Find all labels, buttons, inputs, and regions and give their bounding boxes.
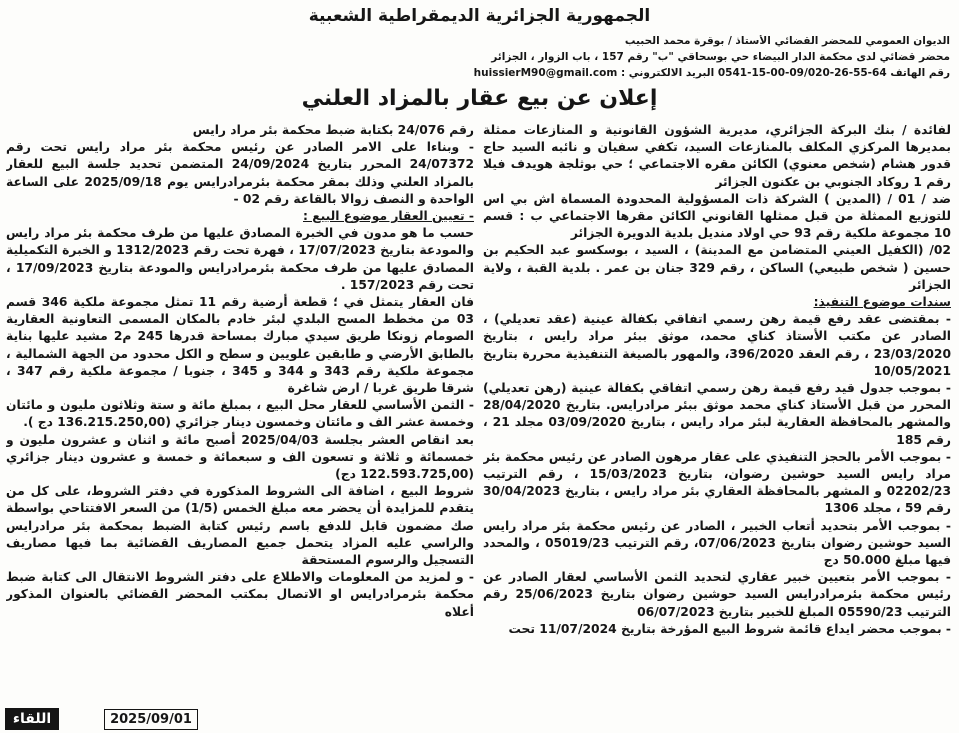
guarantor-paragraph: 02/ (الكفيل العيني المتضامن مع المدينة) ، السيد ، بوسكسو عبد الحكيم بن حسين ( شخص طبيعي) الساكن ، رقم 329 جنان بن عمر . بلدية القبة ، ولاية الجزائر [483,243,951,292]
newspaper-brand: اللقاء [5,708,59,730]
phone-label: رقم الهاتف [890,67,950,79]
more-info-paragraph: - و لمزيد من المعلومات والاطلاع على دفتر الشروط الانتقال الى كتابة ضبط محكمة بئرمرادرايس او الاتصال بمكتب المحضر القضائي بالعنوان المذكور أعلاه [6,570,474,619]
list-item: حسب ما هو مدون في الخبرة المصادق عليها من طرف محكمة بئر مراد رايس والمودعة بتاريخ 17/07/2023 ، فهرة تحت رقم 1312/2023 و الخبرة التكميلية المصادق عليها من طرف محكمة بئرمرادرايس والمودعة بتاريخ 17/09/2023 ، تحت رقم 157/2023 . [6,226,474,292]
bailiff-address: محضر قضائي لدى محكمة الدار البيضاء حي بوسحاقي "ب" رقم 157 ، باب الزوار ، الجزائر [491,51,950,63]
email-address: huissierM90@gmail.com [473,67,618,79]
list-item: - بموجب جدول قيد رفع قيمة رهن رسمي اتفاقي بكفالة عينية (رهن تعديلي) المحرر من قبل الأستاذ كناي محمد موثق ببئر مرادرايس. بتاريخ 28/04/2020 والمشهر بالمحافظة العقارية لبئر مراد رايس ، بتاريخ 03/09/2020 مجلد 21 ، رقم 185 [483,381,951,447]
list-item: - بموجب محضر ايداع قائمة شروط البيع المؤرخة بتاريخ 11/07/2024 تحت [508,621,951,636]
enforcement-titles-heading: سندات موضوع التنفيذ: [813,295,951,310]
sale-conditions-paragraph: شروط البيع ، اضافة الى الشروط المذكورة في دفتر الشروط، على كل من يتقدم للمزايدة أن يحضر معه مبلغ الخمس (1/5) من السعر الافتتاحي بواسطة صك مضمون قابل للدفع باسم رئيس كتابة الضبط بمحكمة بئر مرادرايس والراسي عليه المزاد يتحمل جميع المصاريف القضائية بما فيها مصاريف التسجيل والرسوم المستحقة [6,484,474,568]
list-item: رقم 24/076 بكتابة ضبط محكمة بئر مراد رايس [192,123,474,137]
property-heading: - تعيين العقار موضوع البيع : [303,209,474,224]
list-item: - وبناءا على الامر الصادر عن رئيس محكمة بئر مراد رايس تحت رقم 24/07372 المحرر بتاريخ 24/09/2024 المتضمن تحديد جلسة البيع للعقار بالمزاد العلني وذلك بمقر محكمة بئرمرادرايس يوم 2025/09/18 على الساعة الواحدة و النصف زوالا بالقاعة رقم 02 - [6,140,474,206]
list-item: - بموجب الأمر بالحجز التنفيذي على عقار مرهون الصادر عن رئيس محكمة بئر مراد رايس السيد حوشين رضوان، بتاريخ 15/03/2023 ، رقم الترتيب 02202/23 و المشهر بالمحافظة العقاري بئر مراد رايس ، بتاريخ 30/04/2023 رقم 59 ، مجلد 1306 [483,449,951,516]
base-price-paragraph: - الثمن الأساسي للعقار محل البيع ، بمبلغ مائة و ستة وثلاثون مليون و مائتان وخمسة عشر الف و مائتان وخمسون دينار جزائري (136.215.250,00 دج ). [6,398,474,430]
debtor-paragraph: ضد / 01 / (المدين ) الشركة ذات المسؤولية المحدودة المسماة اش بي اس للتوزيع الممثلة من قبل ممثلها القانوني الكائن مقرها الاجتماعي ب : قسم 10 مجموعة ملكية رقم 93 حي اولاد منديل بلدية الدويرة الجزائر [483,191,951,241]
notice-title: إعلان عن بيع عقار بالمزاد العلني [301,86,658,111]
republic-heading: الجمهورية الجزائرية الديمقراطية الشعبية [308,6,651,26]
publication-date: 2025/09/01 [104,709,198,730]
email-label: البريد الالكتروني : [620,67,715,79]
contact-line [190,67,950,79]
list-item: - بموجب الأمر بتعيين خبير عقاري لتحديد الثمن الأساسي لعقار الصادر عن رئيس محكمة بئرمرادرايس السيد حوشين رضوان بتاريخ 25/06/2023 رقم الترتيب 05590/23 المبلغ للخبير بتاريخ 06/07/2023 [483,570,951,619]
left-column [6,122,474,706]
beneficiary-paragraph: لفائدة / بنك البركة الجزائري، مديرية الشؤون القانونية و المنازعات ممثلة بمديرها المركزي المكلف بالمنازعات السيد، تكفي سفيان و نائبه السيد حاج قدور هشام (شخص معنوي) الكائن مقره الاجتماعي ؛ حي بوثلجة هويدف فيلا رقم 1 روكاد الجنوبي بن عكنون الجزائر [483,123,951,189]
property-description: فان العقار يتمثل في ؛ قطعة أرضية رقم 11 تمثل مجموعة ملكية 346 قسم 03 من مخطط المسح البلدي لبئر خادم بالمكان المسمى التعاونية العقارية الصومام زونكا طريق سيدي مبارك بمساحة قدرها 245 م2 مشيد عليها بناية بالطابق الأرضي و طابقين علويين و سطح و الكل محدود من الجهة الشمالية ، مجموعة ملكية رقم 343 و 344 و 345 ، جنوبا / مجموعة ملكية رقم 347 ، شرقا طريق غربا / ارض شاغرة [6,295,474,396]
reduced-price-paragraph: بعد انقاص العشر بجلسة 2025/04/03 أصبح مائة و اثنان و عشرون مليون و خمسمائة و ثلاثة و تسعون الف و سبعمائة و خمسة و عشرون دينار جزائري (122.593.725,00 دج) [6,432,474,482]
right-column [483,122,951,706]
list-item: - بمقتضى عقد رفع قيمة رهن رسمي اتفاقي بكفالة عينية (عقد تعديلي) ، الصادر عن مكتب الأستاذ كناي محمد، موثق ببئر مراد رايس ، بتاريخ 23/03/2020 ، رقم العقد 396/2020، والمهور بالصيغة التنفيذية محررة بتاريخ 10/05/2021 [483,312,951,378]
list-item: - بموجب الأمر بتحديد أتعاب الخبير ، الصادر عن رئيس محكمة بئر مراد رايس السيد حوشين رضوان بتاريخ 07/06/2023، رقم الترتيب 05019/23 ، والمحدد فيها مبلغ 50.000 دج [483,518,951,568]
bailiff-office: الديوان العمومي للمحضر القضائي الأستاذ / بوقرة محمد الحبيب [624,35,950,47]
phone-number: 0541-15-00-09/020-26-55-64 [717,67,887,79]
